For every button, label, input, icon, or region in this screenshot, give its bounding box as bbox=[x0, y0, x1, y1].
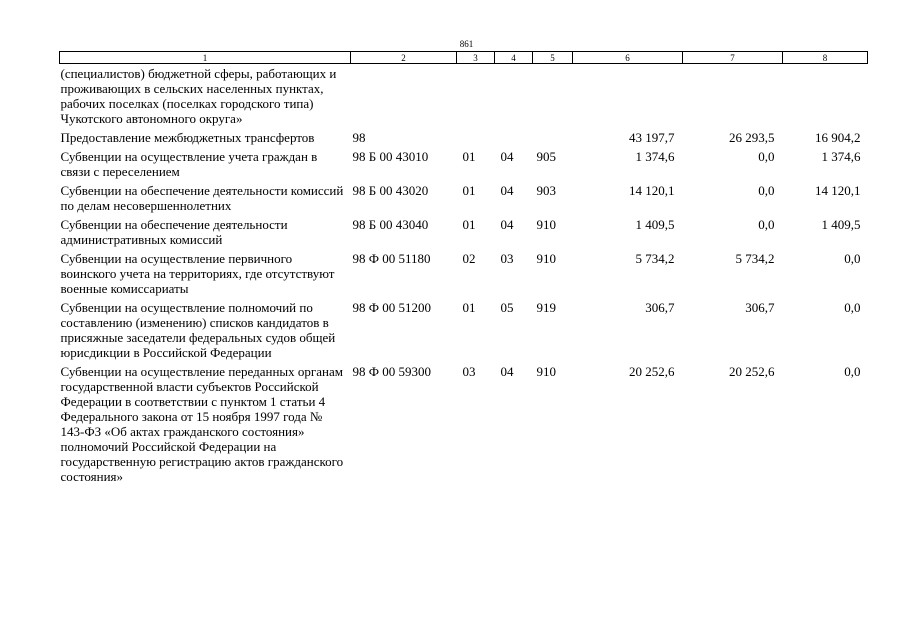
table-row bbox=[60, 364, 868, 488]
row-federal-amount: 5 734,2 bbox=[735, 251, 775, 266]
row-ministry-code bbox=[533, 64, 573, 131]
row-code: 98 Ф 00 51200 bbox=[352, 300, 432, 315]
row-ministry-code: 919 bbox=[536, 300, 556, 315]
row-total-amount: 1 409,5 bbox=[635, 217, 675, 232]
row-code: 98 Ф 00 51180 bbox=[352, 251, 431, 266]
row-section bbox=[457, 64, 495, 131]
row-total-amount: 20 252,6 bbox=[629, 364, 675, 379]
header-cell-7: 7 bbox=[683, 52, 783, 64]
row-federal-amount: 306,7 bbox=[745, 300, 775, 315]
header-cell-3: 3 bbox=[457, 52, 495, 64]
row-regional-amount: 0,0 bbox=[844, 364, 861, 379]
row-regional-amount: 0,0 bbox=[844, 251, 861, 266]
row-regional-amount: 1 409,5 bbox=[821, 217, 861, 232]
header-cell-4: 4 bbox=[495, 52, 533, 64]
row-regional-amount: 0,0 bbox=[844, 300, 861, 315]
table-row bbox=[60, 130, 868, 149]
row-name: Субвенции на осуществление полномочий по составлению (изменению) списков кандидатов в присяжные заседатели федеральных судов общей юрисдикции в Российской Федерации bbox=[60, 300, 336, 360]
row-name: Субвенции на осуществление первичного воинского учета на территориях, где отсутствуют военные комиссариаты bbox=[60, 251, 335, 296]
header-cell-5: 5 bbox=[533, 52, 573, 64]
table-row bbox=[60, 183, 868, 217]
row-code: 98 Б 00 43010 bbox=[352, 149, 429, 164]
table-row bbox=[60, 217, 868, 251]
row-subsection bbox=[495, 130, 533, 149]
row-section bbox=[457, 130, 495, 149]
row-section: 01 bbox=[462, 149, 476, 164]
row-subsection: 04 bbox=[500, 217, 514, 232]
budget-table bbox=[59, 51, 868, 488]
row-code: 98 Б 00 43020 bbox=[352, 183, 429, 198]
row-federal-amount: 0,0 bbox=[758, 149, 775, 164]
row-subsection: 04 bbox=[500, 149, 514, 164]
row-federal-amount: 20 252,6 bbox=[729, 364, 775, 379]
header-cell-1: 1 bbox=[60, 52, 351, 64]
row-name: Субвенции на осуществление переданных органам государственной власти субъектов Российской Федерации в соответствии с пунктом 1 статьи 4 Федерального закона от 15 ноября 1997 года № 143-ФЗ «Об актах гражданского состояния» полномочий Российской Федерации на государственную регистрацию актов гражданского состояния» bbox=[60, 364, 344, 484]
row-total-amount: 14 120,1 bbox=[629, 183, 675, 198]
row-total-amount: 5 734,2 bbox=[635, 251, 675, 266]
row-total-amount: 43 197,7 bbox=[629, 130, 675, 145]
row-name: Предоставление межбюджетных трансфертов bbox=[60, 130, 315, 145]
row-federal-amount: 0,0 bbox=[758, 217, 775, 232]
row-subsection: 05 bbox=[500, 300, 514, 315]
row-regional-amount: 1 374,6 bbox=[821, 149, 861, 164]
row-subsection: 03 bbox=[500, 251, 514, 266]
page-number: 861 bbox=[459, 39, 474, 49]
row-name: Субвенции на осуществление учета граждан в связи с переселением bbox=[60, 149, 318, 179]
row-regional-amount: 14 120,1 bbox=[815, 183, 861, 198]
row-subsection bbox=[495, 64, 533, 131]
row-section: 01 bbox=[462, 217, 476, 232]
row-federal-amount bbox=[683, 64, 783, 131]
row-total-amount: 306,7 bbox=[645, 300, 675, 315]
row-ministry-code bbox=[533, 130, 573, 149]
row-total-amount: 1 374,6 bbox=[635, 149, 675, 164]
row-code: 98 Б 00 43040 bbox=[352, 217, 429, 232]
row-section: 01 bbox=[462, 183, 476, 198]
row-subsection: 04 bbox=[500, 183, 514, 198]
row-code: 98 Ф 00 59300 bbox=[352, 364, 432, 379]
row-ministry-code: 910 bbox=[536, 217, 556, 232]
table-row bbox=[60, 149, 868, 183]
row-section: 03 bbox=[462, 364, 476, 379]
row-total-amount bbox=[573, 64, 683, 131]
row-ministry-code: 910 bbox=[536, 251, 556, 266]
table-row bbox=[60, 251, 868, 300]
row-name: Субвенции на обеспечение деятельности комиссий по делам несовершеннолетних bbox=[60, 183, 344, 213]
header-cell-8: 8 bbox=[783, 52, 868, 64]
row-federal-amount: 26 293,5 bbox=[729, 130, 775, 145]
row-regional-amount: 16 904,2 bbox=[815, 130, 861, 145]
row-name: Субвенции на обеспечение деятельности административных комиссий bbox=[60, 217, 288, 247]
row-code bbox=[351, 64, 457, 131]
table-row bbox=[60, 64, 868, 131]
row-regional-amount bbox=[783, 64, 868, 131]
row-code: 98 bbox=[352, 130, 366, 145]
row-section: 01 bbox=[462, 300, 476, 315]
row-section: 02 bbox=[462, 251, 476, 266]
row-ministry-code: 910 bbox=[536, 364, 556, 379]
table-row bbox=[60, 300, 868, 364]
header-cell-2: 2 bbox=[351, 52, 457, 64]
row-subsection: 04 bbox=[500, 364, 514, 379]
row-ministry-code: 903 bbox=[536, 183, 556, 198]
row-name: (специалистов) бюджетной сферы, работающих и проживающих в сельских населенных пунктах, рабочих поселках (поселках городского типа) Чукотского автономного округа» bbox=[60, 66, 337, 126]
column-number-header bbox=[60, 52, 868, 64]
header-cell-6: 6 bbox=[573, 52, 683, 64]
row-federal-amount: 0,0 bbox=[758, 183, 775, 198]
row-ministry-code: 905 bbox=[536, 149, 556, 164]
